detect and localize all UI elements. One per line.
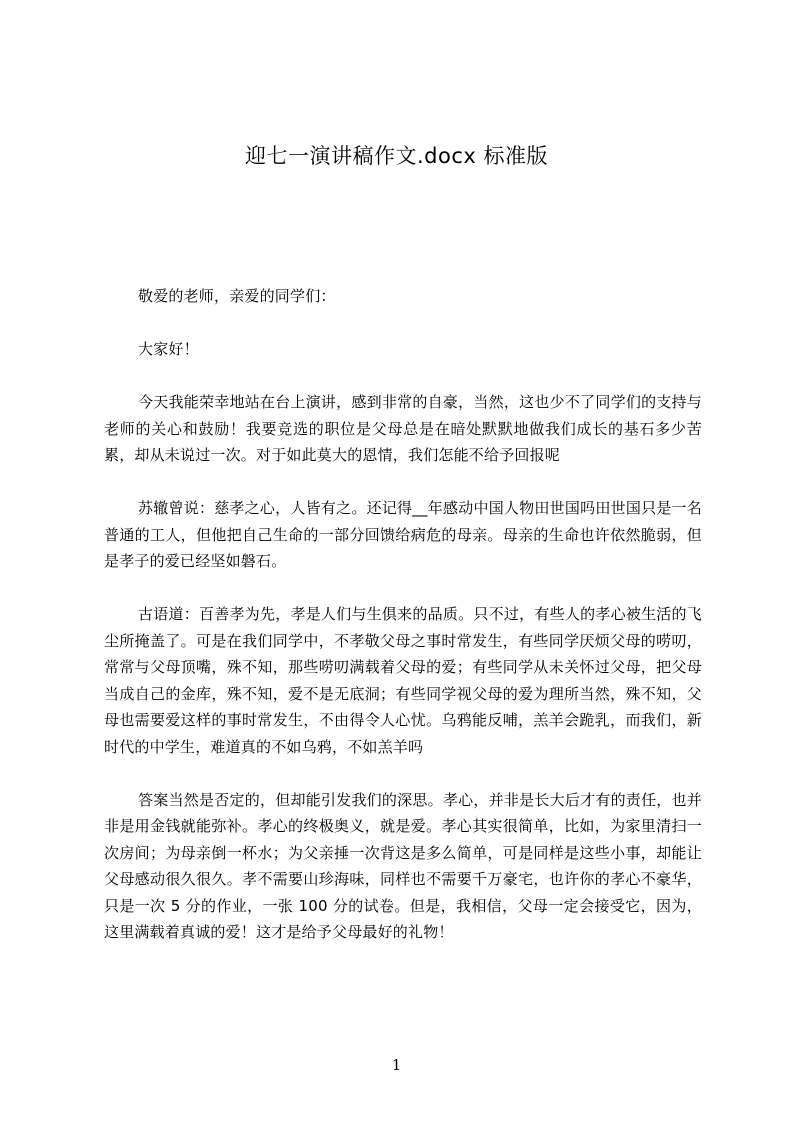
page-number: 1	[391, 1056, 402, 1074]
salutation-paragraph: 敬爱的老师，亲爱的同学们：	[138, 287, 336, 305]
body-paragraph: 古语道：百善孝为先，孝是人们与生俱来的品质。只不过，有些人的孝心被生活的飞尘所掩盖了。可是在我们同学中，不孝敬父母之事时常发生，有些同学厌烦父母的唠叨，常常与父母顶嘴，殊不知，那些唠叨满载着父母的爱；有些同学从未关怀过父母，把父母当成自己的金库，殊不知，爱不是无底洞；有些同学视父母的爱为理所当然，殊不知，父母也需要爱这样的事时常发生，不由得令人心忧。乌鸦能反哺，羔羊会跪乳，而我们，新时代的中学生，难道真的不如乌鸦，不如羔羊吗	[104, 605, 702, 756]
document-body	[104, 283, 702, 972]
document-title: 迎七一演讲稿作文.docx 标准版	[244, 144, 548, 168]
body-paragraph: 今天我能荣幸地站在台上演讲，感到非常的自豪，当然，这也少不了同学们的支持与老师的关心和鼓励！我要竞选的职位是父母总是在暗处默默地做我们成长的基石多少苦累，却从未说过一次。对于如此莫大的恩情，我们怎能不给予回报呢	[104, 393, 702, 464]
body-paragraph: 苏辙曾说：慈孝之心，人皆有之。还记得__年感动中国人物田世国吗田世国只是一名普通的工人，但他把自己生命的一部分回馈给病危的母亲。母亲的生命也许依然脆弱，但是孝子的爱已经坚如磐石。	[104, 499, 702, 570]
body-paragraph: 答案当然是否定的，但却能引发我们的深思。孝心，并非是长大后才有的责任，也并非是用金钱就能弥补。孝心的终极奥义，就是爱。孝心其实很简单，比如，为家里清扫一次房间；为母亲倒一杯水；为父亲捶一次背这是多么简单，可是同样是这些小事，却能让父母感动很久很久。孝不需要山珍海味，同样也不需要千万豪宅，也许你的孝心不豪华，只是一次 5 分的作业，一张 100 分的试卷。但是，我相信，父母一定会接受它，因为，这里满载着真诚的爱！这才是给予父母最好的礼物！	[104, 790, 702, 941]
greeting-paragraph: 大家好！	[138, 340, 199, 358]
